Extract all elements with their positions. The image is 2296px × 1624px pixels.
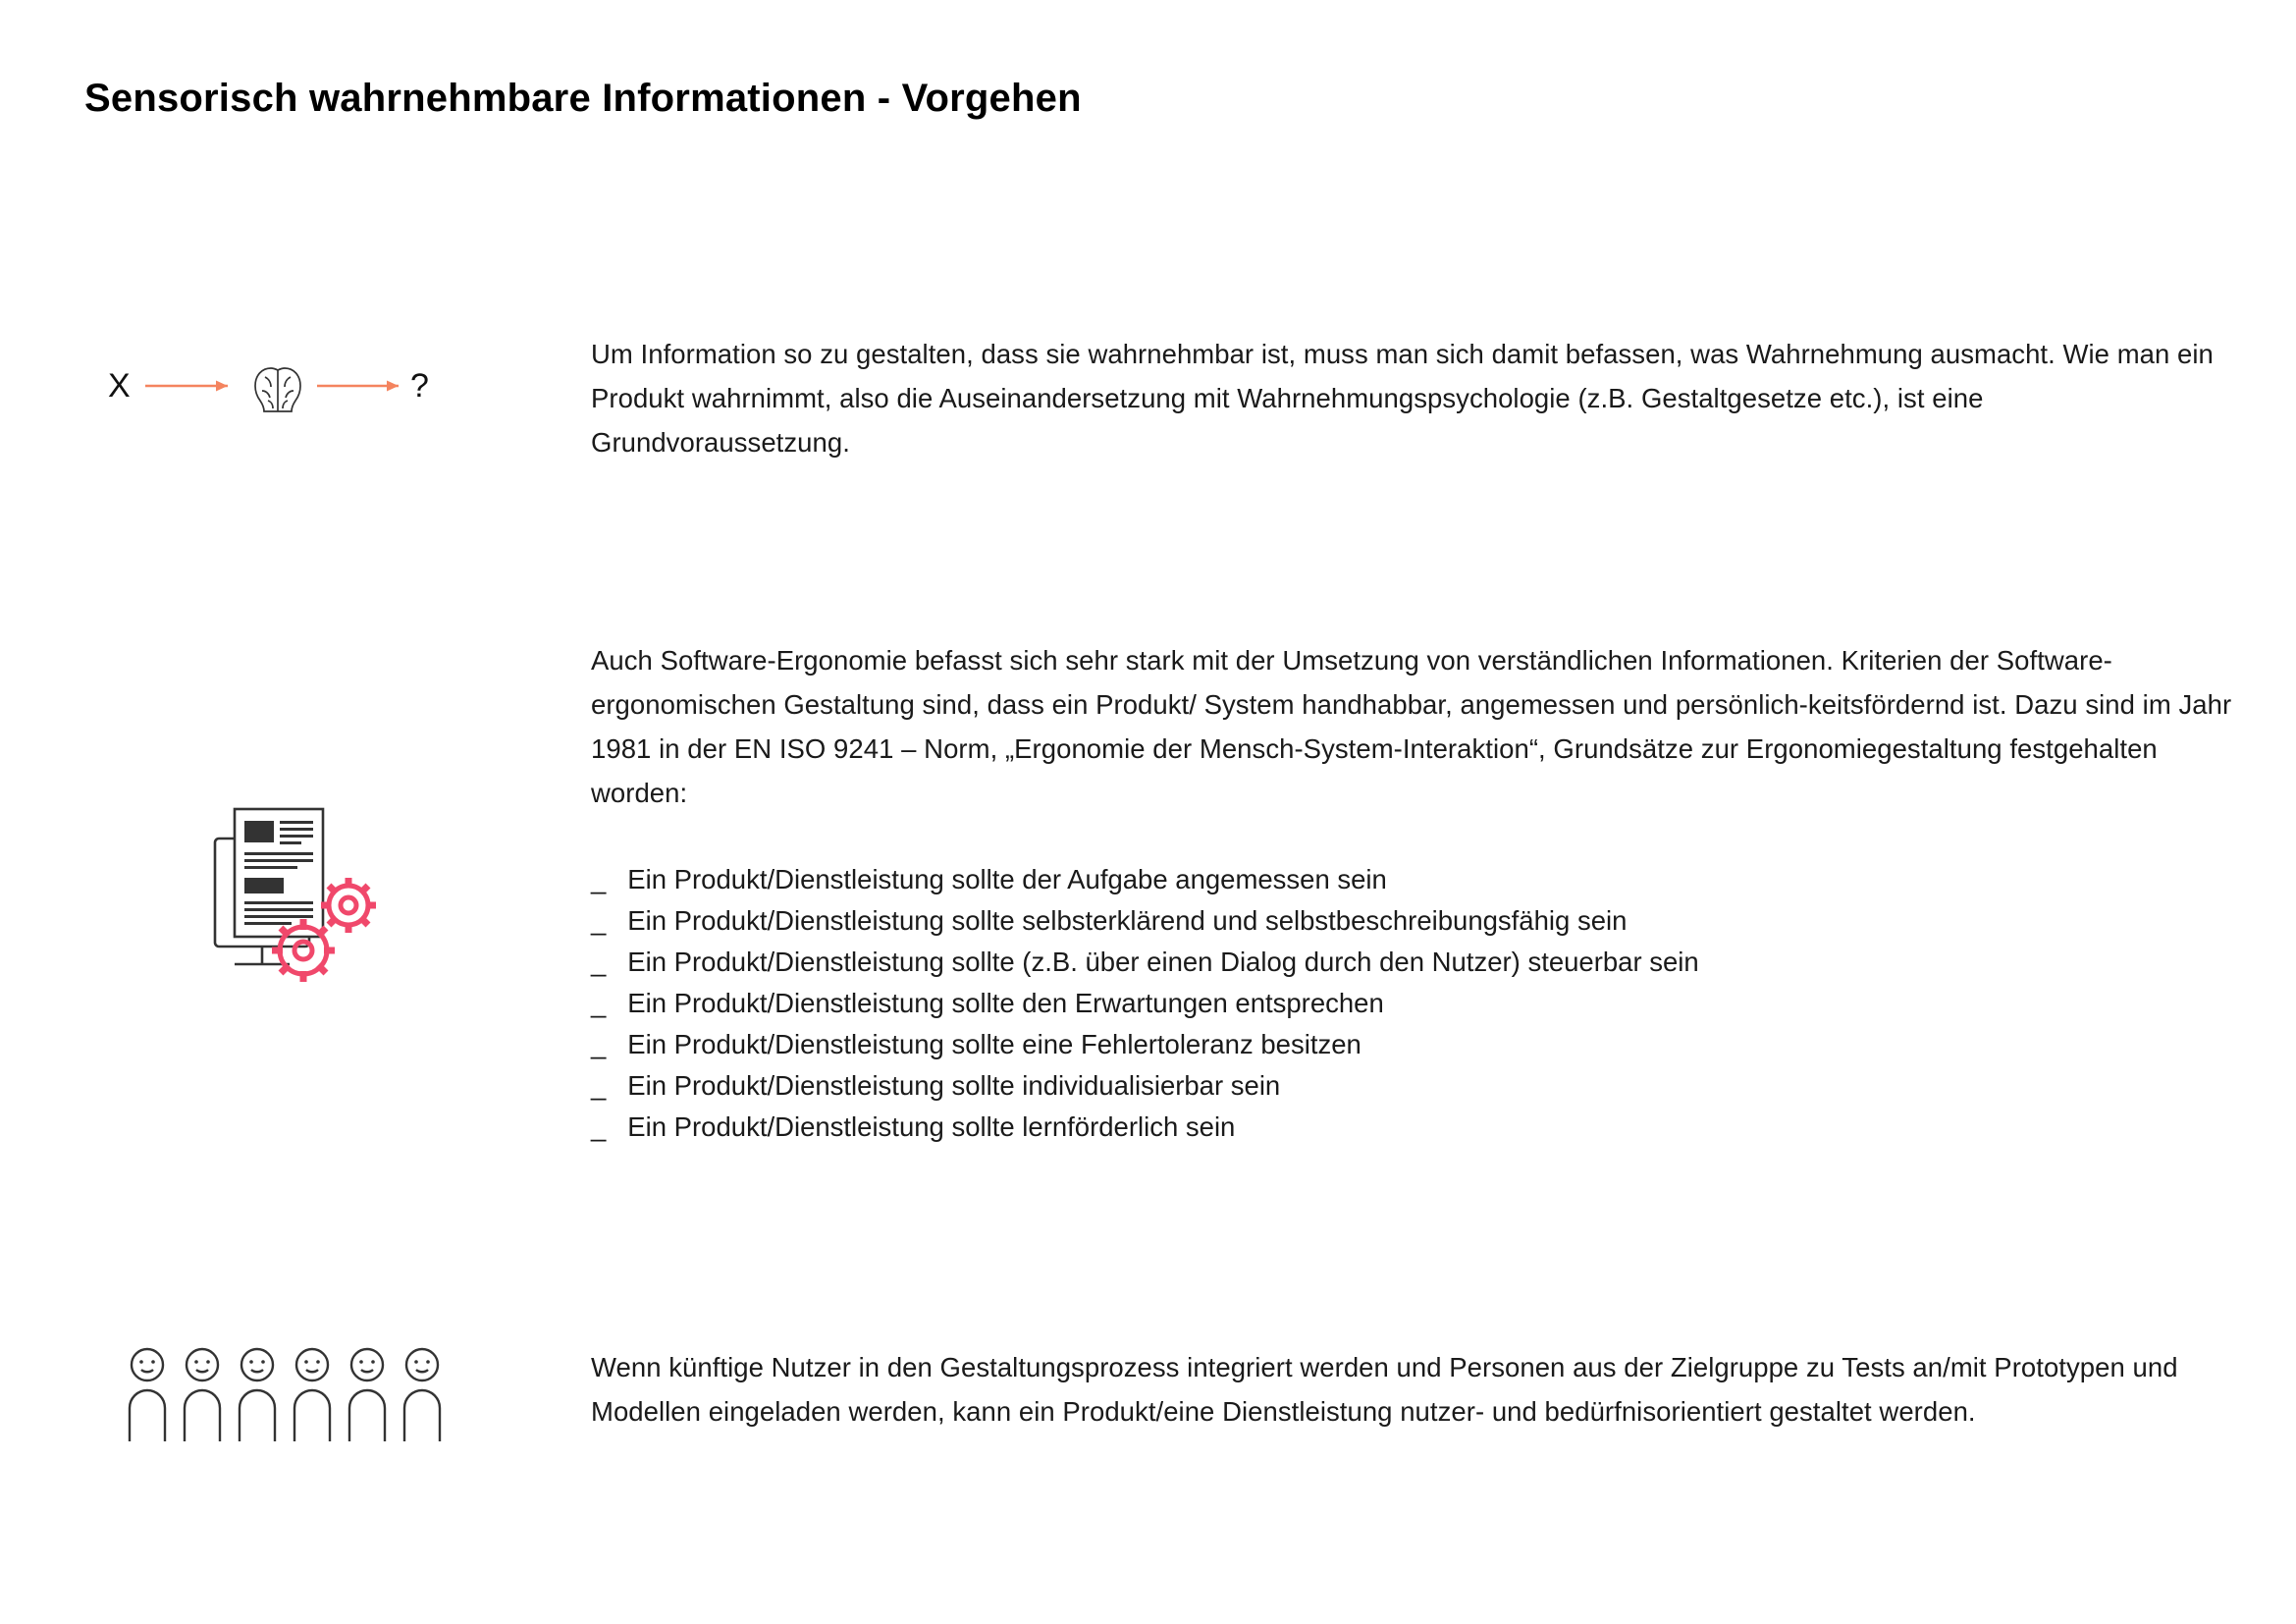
perception-paragraph: Um Information so zu gestalten, dass sie wahrnehmbar ist, muss man sich damit befassen, was Wahrnehmung ausmacht. Wie man ein Produkt wahrnimmt, also die Auseinandersetzung mit Wahrnehmungspsychologie (z.B. Gestaltgesetze etc.), ist eine Grundvoraussetzung. — [591, 339, 2214, 458]
iso-criteria-list — [591, 859, 2250, 1148]
list-item-label: Ein Produkt/Dienstleistung sollte individualisierbar sein — [627, 1070, 1281, 1101]
list-item-label: Ein Produkt/Dienstleistung sollte (z.B. über einen Dialog durch den Nutzer) steuerbar sein — [627, 947, 1699, 977]
list-marker: _ — [591, 1070, 607, 1101]
perception-illustration — [108, 353, 471, 432]
list-item-label: Ein Produkt/Dienstleistung sollte eine Fehlertoleranz besitzen — [627, 1029, 1362, 1059]
list-marker: _ — [591, 1111, 607, 1142]
list-marker: _ — [591, 1029, 607, 1059]
list-item — [591, 942, 2250, 983]
users-section — [591, 1345, 2250, 1461]
list-item — [591, 900, 2250, 942]
list-marker: _ — [591, 905, 607, 936]
list-item-label: Ein Produkt/Dienstleistung sollte den Erwartungen entsprechen — [627, 988, 1384, 1018]
list-item-label: Ein Produkt/Dienstleistung sollte der Aufgabe angemessen sein — [627, 864, 1387, 894]
list-item — [591, 983, 2250, 1024]
list-item — [591, 1107, 2250, 1148]
ergonomics-section — [591, 638, 2250, 1148]
list-item — [591, 1065, 2250, 1107]
users-illustration — [126, 1343, 479, 1446]
list-item — [591, 859, 2250, 900]
list-marker: _ — [591, 947, 607, 977]
list-item — [591, 1024, 2250, 1065]
svg-text:X: X — [108, 367, 131, 405]
list-marker: _ — [591, 988, 607, 1018]
list-item-label: Ein Produkt/Dienstleistung sollte lernförderlich sein — [627, 1111, 1236, 1142]
ergonomics-illustration — [201, 795, 456, 1021]
list-marker: _ — [591, 864, 607, 894]
ergonomics-paragraph: Auch Software-Ergonomie befasst sich sehr stark mit der Umsetzung von verständlichen Informationen. Kriterien der Software-ergonomischen Gestaltung sind, dass ein Produkt/ System handhabbar, angemessen und persönlich-keitsfördernd ist. Dazu sind im Jahr 1981 in der EN ISO 9241 – Norm, „Ergonomie der Mensch-System-Interaktion“, Grundsätze zur Ergonomiegestaltung festgehalten worden: — [591, 645, 2232, 808]
svg-text:?: ? — [410, 367, 429, 405]
perception-section — [591, 332, 2220, 492]
page-title: Sensorisch wahrnehmbare Informationen - Vorgehen — [84, 77, 1082, 120]
users-paragraph: Wenn künftige Nutzer in den Gestaltungsprozess integriert werden und Personen aus der Zielgruppe zu Tests an/mit Prototypen und Modellen eingeladen werden, kann ein Produkt/eine Dienstleistung nutzer- und bedürfnisorientiert gestaltet werden. — [591, 1352, 2178, 1427]
list-item-label: Ein Produkt/Dienstleistung sollte selbsterklärend und selbstbeschreibungsfähig sein — [627, 905, 1628, 936]
